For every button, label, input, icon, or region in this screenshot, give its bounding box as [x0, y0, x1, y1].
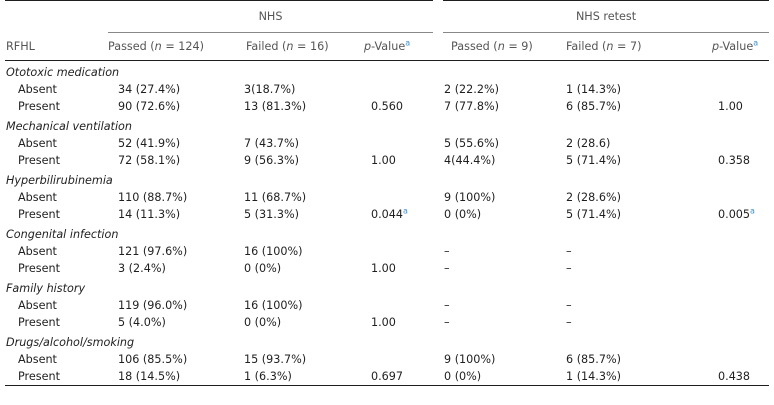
cell-retest-failed-text: –: [566, 245, 572, 258]
cell-retest-passed: [438, 260, 560, 277]
category-label: Ototoxic medication: [6, 66, 120, 79]
cell-retest-failed-text: –: [566, 299, 572, 312]
cell-retest-failed-text: 1 (14.3%): [566, 370, 621, 383]
level-label: [5, 297, 108, 314]
cell-nhs-passed-text: 18 (14.5%): [118, 370, 181, 383]
level-label: [5, 351, 108, 368]
cell-nhs-failed-text: 15 (93.7%): [244, 353, 307, 366]
category-label: Drugs/alcohol/smoking: [6, 336, 135, 349]
cell-nhs-failed-text: 0 (0%): [244, 262, 282, 275]
table-body: [5, 61, 769, 386]
results-table: [5, 0, 769, 386]
cell-nhs-passed: [108, 81, 234, 98]
level-label-text: Absent: [18, 83, 57, 96]
cell-retest-failed: [560, 135, 674, 152]
cell-retest-failed-text: 2 (28.6%): [566, 191, 621, 204]
cell-nhs-passed-text: 119 (96.0%): [118, 299, 188, 312]
cell-nhs-passed: [108, 189, 234, 206]
cell-retest-passed: [438, 189, 560, 206]
cell-retest-passed: [438, 314, 560, 331]
cell-retest-pvalue-text: 1.00: [718, 100, 743, 113]
cell-retest-passed-text: –: [444, 316, 450, 329]
cell-nhs-pvalue: [358, 351, 438, 368]
cell-retest-failed-text: 5 (71.4%): [566, 208, 621, 221]
cell-retest-passed-text: 4(44.4%): [444, 154, 496, 167]
cell-nhs-passed: [108, 152, 234, 169]
cell-retest-pvalue: [674, 297, 769, 314]
group-header-retest: NHS retest: [438, 0, 769, 33]
cell-retest-pvalue: [674, 152, 769, 169]
cell-nhs-passed: [108, 98, 234, 115]
footnote-marker: a: [750, 206, 755, 216]
cell-nhs-pvalue: [358, 98, 438, 115]
cell-retest-passed: [438, 135, 560, 152]
cell-nhs-failed-text: 11 (68.7%): [244, 191, 307, 204]
cell-retest-pvalue: [674, 260, 769, 277]
cell-retest-failed: [560, 81, 674, 98]
level-label-text: Present: [18, 208, 60, 221]
cell-nhs-passed-text: 72 (58.1%): [118, 154, 181, 167]
cell-retest-pvalue: [674, 81, 769, 98]
cell-retest-failed-text: 5 (71.4%): [566, 154, 621, 167]
cell-retest-passed-text: 9 (100%): [444, 191, 496, 204]
cell-nhs-passed: [108, 314, 234, 331]
cell-nhs-failed: [234, 189, 358, 206]
column-header-row: [5, 33, 769, 61]
level-label-text: Absent: [18, 245, 57, 258]
cell-nhs-passed-text: 110 (88.7%): [118, 191, 188, 204]
table-row: [5, 98, 769, 115]
table-row: [5, 152, 769, 169]
level-label-text: Present: [18, 100, 60, 113]
cell-nhs-failed-text: 16 (100%): [244, 245, 303, 258]
level-label-text: Present: [18, 316, 60, 329]
cell-retest-failed-text: –: [566, 262, 572, 275]
cell-retest-failed: [560, 206, 674, 223]
cell-nhs-pvalue: [358, 368, 438, 385]
cell-retest-failed: [560, 368, 674, 385]
cell-nhs-failed-text: 0 (0%): [244, 316, 282, 329]
table-row: [5, 351, 769, 368]
cell-nhs-passed-text: 34 (27.4%): [118, 83, 181, 96]
cell-nhs-pvalue: [358, 243, 438, 260]
col-header-nhs-passed: Passed (n = 124): [108, 33, 234, 61]
level-label-text: Absent: [18, 299, 57, 312]
cell-nhs-passed: [108, 243, 234, 260]
cell-retest-pvalue: [674, 98, 769, 115]
group-header-nhs: NHS: [108, 0, 438, 33]
footnote-marker: a: [403, 206, 408, 216]
category-row: [5, 331, 769, 351]
cell-nhs-passed-text: 14 (11.3%): [118, 208, 181, 221]
cell-retest-failed: [560, 260, 674, 277]
cell-retest-failed-text: 1 (14.3%): [566, 83, 621, 96]
cell-retest-pvalue: [674, 189, 769, 206]
level-label-text: Absent: [18, 353, 57, 366]
category-row: [5, 277, 769, 297]
cell-nhs-failed: [234, 206, 358, 223]
col-header-nhs-failed: Failed (n = 16): [234, 33, 358, 61]
category-label: Hyperbilirubinemia: [6, 174, 113, 187]
cell-nhs-pvalue: [358, 189, 438, 206]
cell-retest-passed: [438, 297, 560, 314]
level-label: [5, 189, 108, 206]
cell-retest-passed-text: –: [444, 245, 450, 258]
bottom-rule-cell: [5, 385, 769, 386]
col-header-rfhl: RFHL: [5, 33, 108, 61]
cell-retest-passed: [438, 98, 560, 115]
category-label: Family history: [6, 282, 86, 295]
cell-nhs-failed: [234, 314, 358, 331]
cell-nhs-failed-text: 13 (81.3%): [244, 100, 307, 113]
level-label: [5, 98, 108, 115]
level-label: [5, 314, 108, 331]
level-label: [5, 152, 108, 169]
cell-nhs-failed: [234, 135, 358, 152]
cell-nhs-passed-text: 52 (41.9%): [118, 137, 181, 150]
group-header-row: [5, 0, 769, 33]
cell-nhs-pvalue: [358, 152, 438, 169]
cell-retest-failed-text: 6 (85.7%): [566, 353, 621, 366]
cell-nhs-failed: [234, 152, 358, 169]
cell-retest-passed-text: 9 (100%): [444, 353, 496, 366]
cell-nhs-pvalue-text: 0.697: [371, 370, 404, 383]
table-row: [5, 260, 769, 277]
cell-retest-failed: [560, 297, 674, 314]
cell-nhs-failed-text: 7 (43.7%): [244, 137, 299, 150]
cell-nhs-pvalue: [358, 260, 438, 277]
cell-retest-failed: [560, 314, 674, 331]
cell-nhs-failed: [234, 81, 358, 98]
cell-retest-pvalue-text: 0.005: [718, 208, 751, 221]
cell-nhs-passed-text: 121 (97.6%): [118, 245, 188, 258]
cell-retest-passed-text: –: [444, 262, 450, 275]
table-row: [5, 81, 769, 98]
cell-nhs-passed-text: 106 (85.5%): [118, 353, 188, 366]
cell-nhs-passed: [108, 297, 234, 314]
table-row: [5, 135, 769, 152]
cell-nhs-pvalue-text: 1.00: [371, 316, 396, 329]
level-label: [5, 368, 108, 385]
level-label: [5, 243, 108, 260]
cell-nhs-failed-text: 3(18.7%): [244, 83, 296, 96]
cell-nhs-failed: [234, 368, 358, 385]
table-row: [5, 243, 769, 260]
col-header-retest-pvalue: p-Value$^a$: [674, 33, 769, 61]
cell-nhs-pvalue-text: 1.00: [371, 262, 396, 275]
col-header-retest-passed: Passed (n = 9): [438, 33, 560, 61]
cell-retest-passed: [438, 206, 560, 223]
cell-retest-passed-text: 7 (77.8%): [444, 100, 499, 113]
cell-retest-passed: [438, 152, 560, 169]
cell-nhs-failed-text: 16 (100%): [244, 299, 303, 312]
cell-retest-passed-text: –: [444, 299, 450, 312]
cell-retest-pvalue: [674, 351, 769, 368]
table-row: [5, 314, 769, 331]
cell-retest-pvalue: [674, 243, 769, 260]
cell-nhs-pvalue-text: 0.044: [371, 208, 404, 221]
col-header-retest-failed: Failed (n = 7): [560, 33, 674, 61]
level-label: [5, 81, 108, 98]
cell-nhs-failed-text: 1 (6.3%): [244, 370, 292, 383]
cell-retest-failed: [560, 351, 674, 368]
blank-header-cell: [5, 0, 108, 33]
table-row: [5, 189, 769, 206]
cell-nhs-pvalue: [358, 314, 438, 331]
cell-retest-pvalue-text: 0.358: [718, 154, 751, 167]
category-row: [5, 61, 769, 82]
cell-nhs-passed: [108, 260, 234, 277]
cell-nhs-pvalue-text: 0.560: [371, 100, 404, 113]
table-row: [5, 368, 769, 385]
table-row: [5, 206, 769, 223]
cell-nhs-failed: [234, 260, 358, 277]
level-label-text: Absent: [18, 191, 57, 204]
cell-retest-failed-text: 2 (28.6): [566, 137, 611, 150]
cell-retest-pvalue-text: 0.438: [718, 370, 751, 383]
cell-retest-failed-text: –: [566, 316, 572, 329]
cell-nhs-failed: [234, 243, 358, 260]
level-label-text: Present: [18, 262, 60, 275]
cell-retest-passed: [438, 351, 560, 368]
category-row: [5, 169, 769, 189]
col-header-nhs-pvalue: p-Value$^a$: [358, 33, 438, 61]
cell-nhs-failed-text: 5 (31.3%): [244, 208, 299, 221]
cell-nhs-passed: [108, 368, 234, 385]
cell-retest-passed-text: 5 (55.6%): [444, 137, 499, 150]
level-label-text: Present: [18, 154, 60, 167]
category-row: [5, 115, 769, 135]
cell-retest-pvalue: [674, 368, 769, 385]
category-label: Congenital infection: [6, 228, 119, 241]
level-label-text: Present: [18, 370, 60, 383]
cell-nhs-pvalue: [358, 135, 438, 152]
category-label: Mechanical ventilation: [6, 120, 132, 133]
cell-retest-passed-text: 0 (0%): [444, 370, 482, 383]
category-row: [5, 223, 769, 243]
cell-retest-failed: [560, 189, 674, 206]
cell-nhs-pvalue: [358, 297, 438, 314]
level-label: [5, 206, 108, 223]
cell-retest-passed: [438, 81, 560, 98]
cell-retest-failed-text: 6 (85.7%): [566, 100, 621, 113]
cell-retest-failed: [560, 152, 674, 169]
cell-nhs-failed: [234, 297, 358, 314]
cell-retest-failed: [560, 243, 674, 260]
cell-retest-passed: [438, 368, 560, 385]
cell-nhs-passed: [108, 351, 234, 368]
cell-nhs-passed-text: 90 (72.6%): [118, 100, 181, 113]
level-label-text: Absent: [18, 137, 57, 150]
cell-nhs-passed-text: 5 (4.0%): [118, 316, 166, 329]
cell-nhs-passed: [108, 206, 234, 223]
table-row: [5, 297, 769, 314]
bottom-rule: [5, 385, 769, 386]
cell-retest-pvalue: [674, 314, 769, 331]
cell-retest-passed-text: 0 (0%): [444, 208, 482, 221]
cell-nhs-passed-text: 3 (2.4%): [118, 262, 166, 275]
cell-retest-pvalue: [674, 206, 769, 223]
cell-nhs-pvalue-text: 1.00: [371, 154, 396, 167]
cell-retest-pvalue: [674, 135, 769, 152]
level-label: [5, 260, 108, 277]
cell-nhs-pvalue: [358, 81, 438, 98]
cell-retest-passed-text: 2 (22.2%): [444, 83, 499, 96]
level-label: [5, 135, 108, 152]
cell-nhs-failed: [234, 98, 358, 115]
cell-retest-passed: [438, 243, 560, 260]
cell-retest-failed: [560, 98, 674, 115]
cell-nhs-failed-text: 9 (56.3%): [244, 154, 299, 167]
cell-nhs-pvalue: [358, 206, 438, 223]
cell-nhs-passed: [108, 135, 234, 152]
cell-nhs-failed: [234, 351, 358, 368]
